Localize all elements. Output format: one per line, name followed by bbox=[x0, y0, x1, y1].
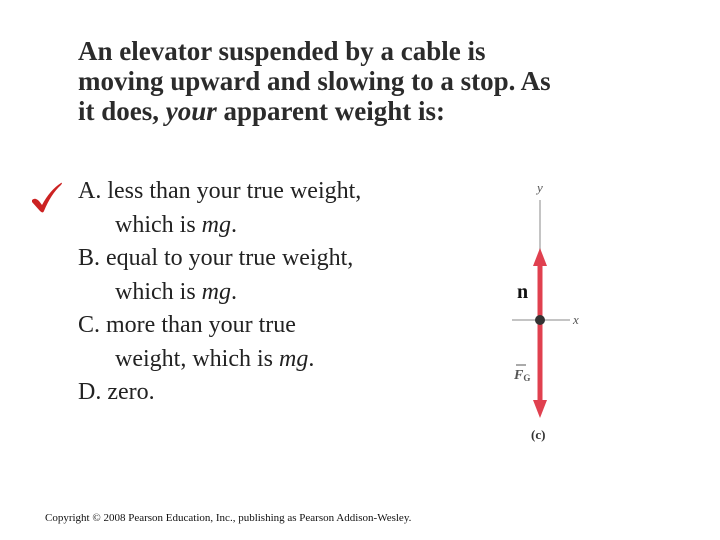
choice-b-text: which is bbox=[115, 278, 202, 305]
choice-a-period: . bbox=[231, 211, 238, 238]
choice-a-mg: mg bbox=[201, 211, 232, 238]
choice-b-mg: mg bbox=[201, 278, 232, 305]
choice-c-line-2 bbox=[78, 343, 438, 377]
copyright-notice: Copyright © 2008 Pearson Education, Inc., publishing as Pearson Addison-Wesley. bbox=[45, 512, 412, 524]
origin-dot bbox=[535, 315, 545, 325]
gravity-arrowhead bbox=[533, 400, 547, 418]
question-line-2: moving upward and slowing to a stop. As bbox=[78, 66, 551, 96]
gravity-force-label: FG bbox=[514, 368, 531, 383]
choice-b-line-1: B. equal to your true weight, bbox=[78, 245, 354, 271]
gravity-force-subscript: G bbox=[523, 373, 531, 383]
question-line-1: An elevator suspended by a cable is bbox=[78, 36, 486, 66]
question-line-3 bbox=[78, 96, 698, 126]
free-body-diagram bbox=[500, 176, 610, 446]
y-axis-label: y bbox=[537, 180, 543, 195]
choice-a-line-1: A. less than your true weight, bbox=[78, 178, 362, 204]
choice-c-period: . bbox=[308, 345, 315, 372]
choice-c-mg: mg bbox=[278, 345, 309, 372]
normal-force-arrowhead bbox=[533, 248, 547, 266]
answer-choices bbox=[78, 175, 438, 410]
choice-d-line-1: D. zero. bbox=[78, 379, 155, 405]
panel-label: (c) bbox=[531, 427, 546, 442]
normal-force-label: n bbox=[517, 281, 529, 303]
choice-b-period: . bbox=[231, 278, 238, 305]
choice-b-line-2 bbox=[78, 276, 438, 310]
x-axis-label: x bbox=[573, 312, 579, 327]
check-icon bbox=[28, 180, 64, 216]
choice-c-text: weight, which is bbox=[115, 345, 279, 372]
question-line-3-start: it does, bbox=[78, 96, 166, 126]
choice-c-line-1: C. more than your true bbox=[78, 312, 296, 338]
emphasis-your: your bbox=[165, 96, 217, 126]
question-line-3-end: apparent weight is: bbox=[216, 96, 446, 126]
question-text bbox=[78, 36, 698, 126]
choice-a-line-2 bbox=[78, 209, 438, 243]
choice-a-text: which is bbox=[115, 211, 202, 238]
